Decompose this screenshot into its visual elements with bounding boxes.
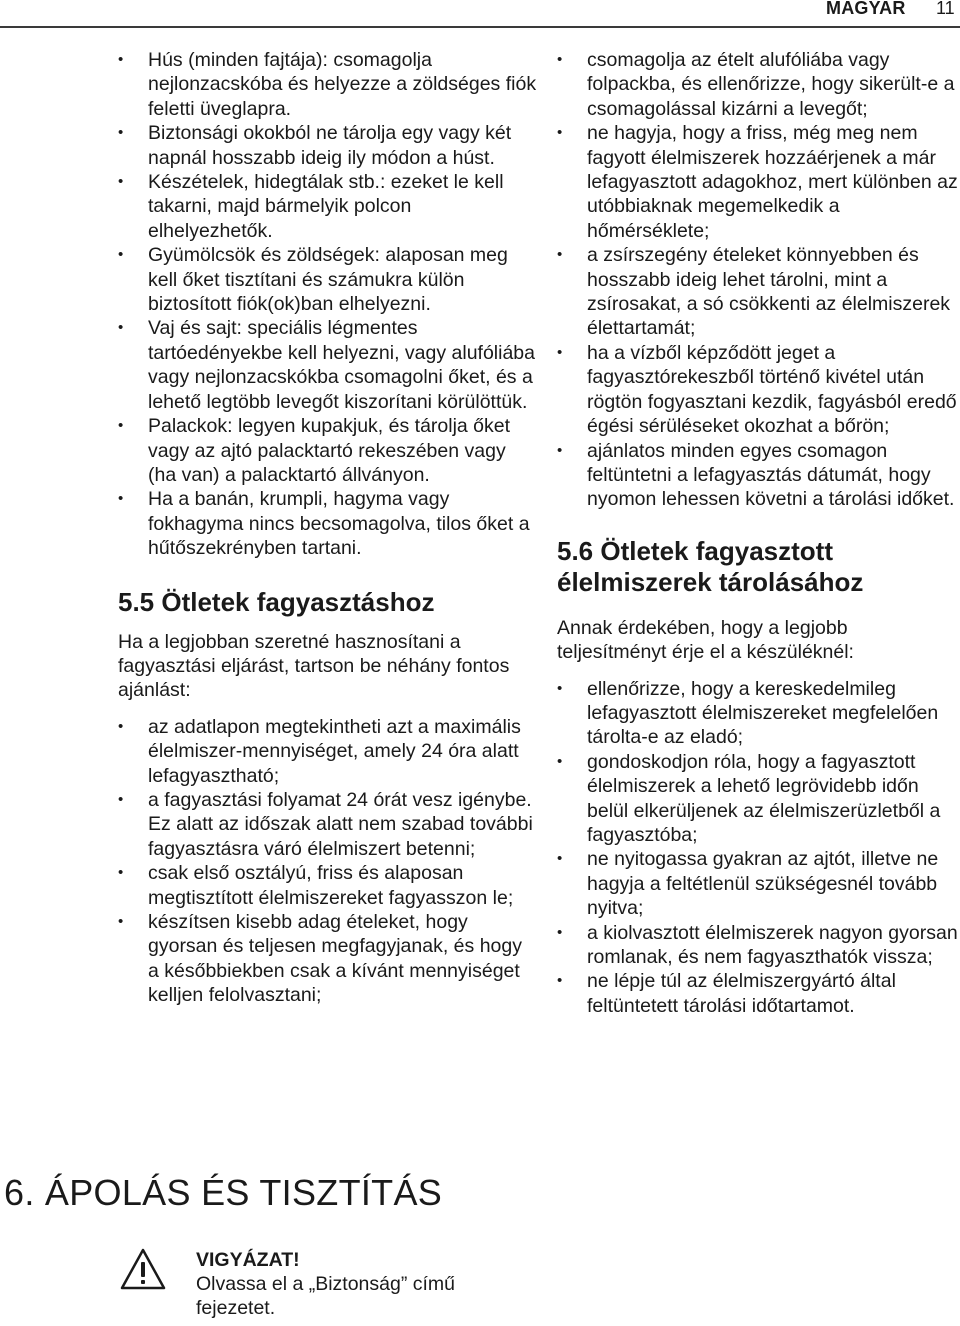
list-item: • Palackok: legyen kupakjuk, és tárolja őket vagy az ajtó palacktartó rekeszében vagy (ha van) a palacktartó állványon. <box>118 414 538 487</box>
list-item: • csomagolja az ételt alufóliába vagy folpackba, és ellenőrizze, hogy sikerült-e a csomagolással kizárni a levegőt; <box>557 48 960 121</box>
list-item: • ajánlatos minden egyes csomagon feltüntetni a lefagyasztás dátumát, hogy nyomon lehessen követni a tárolási időket. <box>557 439 960 512</box>
section-heading-frozen-storage: 5.6 Ötletek fagyasztott élelmiszerek tárolásához <box>557 535 864 597</box>
warning-text: Olvassa el a „Biztonság” című fejezetet. <box>196 1273 456 1320</box>
list-item: • ne nyitogassa gyakran az ajtót, illetve ne hagyja a feltétlenül szükségesnél tovább nyitva; <box>557 847 960 920</box>
freezing-list <box>118 715 538 1008</box>
list-item: • a fagyasztási folyamat 24 órát vesz igénybe. Ez alatt az időszak alatt nem szabad további fagyasztásra váró élelmiszert betenni; <box>118 788 538 861</box>
right-column <box>557 48 960 1018</box>
list-item: • ne lépje túl az élelmiszergyártó által feltüntetett tárolási időtartamot. <box>557 969 960 1018</box>
list-item: • Készételek, hidegtálak stb.: ezeket le kell takarni, majd bármelyik polcon elhelyezhetők. <box>118 170 538 243</box>
left-column <box>118 48 538 1008</box>
list-item: • Biztonsági okokból ne tárolja egy vagy két napnál hosszabb ideig ily módon a húst. <box>118 121 538 170</box>
list-item: • ha a vízből képződött jeget a fagyasztórekeszből történő kivétel után rögtön fogyasztani kezdik, fagyásból eredő égési sérüléseket okozhat a bőrön; <box>557 341 960 439</box>
list-item: • ne hagyja, hogy a friss, még meg nem fagyott élelmiszerek hozzáérjenek a már lefagyasztott adagokhoz, mert különben az utóbbiaknak megemelkedik a hőmérséklete; <box>557 121 960 243</box>
frozen-storage-intro: Annak érdekében, hogy a legjobb teljesítményt érje el a készüléknél: <box>557 616 854 664</box>
warning-title: VIGYÁZAT! <box>196 1249 300 1271</box>
list-item: • Vaj és sajt: speciális légmentes tartóedényekbe kell helyezni, vagy alufóliába vagy nejlonzacskókba csomagolni őket, és a lehető legtöbb levegőt kiszorítani körülöttük. <box>118 316 538 414</box>
list-item: • csak első osztályú, friss és alaposan megtisztított élelmiszereket fagyasszon le; <box>118 861 538 910</box>
list-item: • Gyümölcsök és zöldségek: alaposan meg kell őket tisztítani és számukra külön biztosított fiók(ok)ban elhelyezni. <box>118 243 538 316</box>
storage-list <box>118 48 538 561</box>
list-item: • a zsírszegény ételeket könnyebben és hosszabb ideig lehet tárolni, mint a zsírosakat, a só csökkenti az élelmiszerek élettartamát; <box>557 243 960 341</box>
list-item: • ellenőrizze, hogy a kereskedelmileg lefagyasztott élelmiszereket megfelelően tárolta-e az eladó; <box>557 677 960 750</box>
list-item: • Ha a banán, krumpli, hagyma vagy fokhagyma nincs becsomagolva, tilos őket a hűtőszekrényben tartani. <box>118 487 538 560</box>
list-item: • a kiolvasztott élelmiszerek nagyon gyorsan romlanak, és nem fagyaszthatók vissza; <box>557 921 960 970</box>
section-heading-freezing: 5.5 Ötletek fagyasztáshoz <box>118 586 435 617</box>
chapter-heading-care-cleaning: 6. ÁPOLÁS ÉS TISZTÍTÁS <box>4 1172 443 1213</box>
header-divider <box>0 26 960 28</box>
list-item: • az adatlapon megtekintheti azt a maximális élelmiszer-mennyiséget, amely 24 óra alatt lefagyasztható; <box>118 715 538 788</box>
freezing-list-continued <box>557 48 960 512</box>
list-item: • készítsen kisebb adag ételeket, hogy gyorsan és teljesen megfagyjanak, és hogy a későbbiekben csak a kívánt mennyiséget kelljen felolvasztani; <box>118 910 538 1008</box>
header-language: MAGYAR <box>826 0 906 18</box>
list-item: • Hús (minden fajtája): csomagolja nejlonzacskóba és helyezze a zöldséges fiók feletti üveglapra. <box>118 48 538 121</box>
list-item: • gondoskodjon róla, hogy a fagyasztott élelmiszerek a lehető legrövidebb időn belül elkerüljenek az élelmiszerüzletből a fagyasztóba; <box>557 750 960 848</box>
warning-triangle-icon <box>120 1248 166 1290</box>
frozen-storage-list <box>557 677 960 1019</box>
page-number: 11 <box>936 0 955 18</box>
freezing-intro: Ha a legjobban szeretné hasznosítani a fagyasztási eljárást, tartson be néhány fontos ajánlást: <box>118 630 510 702</box>
